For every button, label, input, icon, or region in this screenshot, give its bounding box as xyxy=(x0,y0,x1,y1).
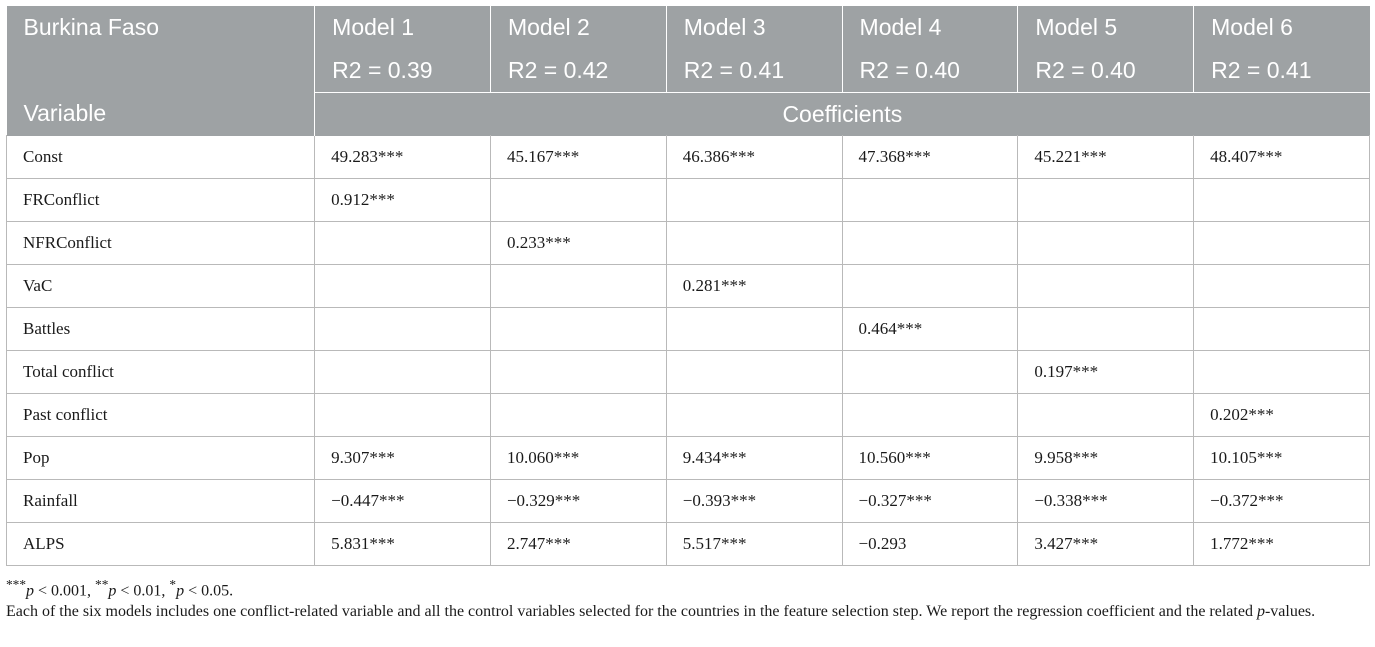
coefficient-cell xyxy=(490,265,666,308)
variable-name-cell: Rainfall xyxy=(7,480,315,523)
coefficient-cell: −0.338*** xyxy=(1018,480,1194,523)
coefficient-cell: 45.221*** xyxy=(1018,136,1194,179)
coefficient-cell xyxy=(1018,308,1194,351)
table-row xyxy=(7,265,1370,308)
coefficient-cell xyxy=(315,394,491,437)
header-blank-cell xyxy=(7,48,315,93)
coefficient-cell xyxy=(315,351,491,394)
variable-name-cell: ALPS xyxy=(7,523,315,566)
coefficient-cell: −0.393*** xyxy=(666,480,842,523)
table-row xyxy=(7,308,1370,351)
table-row xyxy=(7,179,1370,222)
coefficient-cell: 9.958*** xyxy=(1018,437,1194,480)
coefficient-cell: −0.447*** xyxy=(315,480,491,523)
coefficient-cell xyxy=(842,265,1018,308)
table-body xyxy=(7,136,1370,566)
coefficient-cell xyxy=(666,308,842,351)
description-text: Each of the six models includes one conflict-related variable and all the control variables selected for the countries in the feature selection step. We report the regression coefficient and the related xyxy=(6,603,1257,621)
coefficient-cell: 0.912*** xyxy=(315,179,491,222)
coefficient-cell: 47.368*** xyxy=(842,136,1018,179)
coefficient-cell xyxy=(490,308,666,351)
table-row xyxy=(7,480,1370,523)
coefficient-cell: 5.831*** xyxy=(315,523,491,566)
sig-threshold: < 0.05. xyxy=(184,582,234,600)
p-symbol: p xyxy=(176,582,185,600)
coefficient-cell: 10.060*** xyxy=(490,437,666,480)
coefficient-cell xyxy=(1194,222,1370,265)
coefficient-cell xyxy=(1018,265,1194,308)
significance-note xyxy=(6,574,1370,601)
table-row xyxy=(7,394,1370,437)
table-row xyxy=(7,136,1370,179)
variable-name-cell: NFRConflict xyxy=(7,222,315,265)
coefficient-cell xyxy=(1194,351,1370,394)
p-symbol: p xyxy=(108,582,117,600)
variable-name-cell: Past conflict xyxy=(7,394,315,437)
r2-heading: R2 = 0.40 xyxy=(842,48,1018,93)
regression-table xyxy=(6,6,1370,566)
coefficient-cell xyxy=(1018,394,1194,437)
variable-name-cell: VaC xyxy=(7,265,315,308)
coefficient-cell xyxy=(1194,179,1370,222)
coefficient-cell: 0.202*** xyxy=(1194,394,1370,437)
country-heading: Burkina Faso xyxy=(7,6,315,48)
sig-marker: *** xyxy=(6,577,26,592)
model-heading: Model 1 xyxy=(315,6,491,48)
coefficient-cell xyxy=(842,394,1018,437)
coefficient-cell: 0.233*** xyxy=(490,222,666,265)
table-row xyxy=(7,523,1370,566)
variable-name-cell: Pop xyxy=(7,437,315,480)
model-heading: Model 2 xyxy=(490,6,666,48)
sig-marker: * xyxy=(169,577,177,592)
coefficient-cell xyxy=(315,265,491,308)
sig-marker: ** xyxy=(95,577,109,592)
coefficient-cell xyxy=(666,351,842,394)
model-heading: Model 4 xyxy=(842,6,1018,48)
r2-heading: R2 = 0.41 xyxy=(666,48,842,93)
variable-name-cell: Battles xyxy=(7,308,315,351)
variable-name-cell: Const xyxy=(7,136,315,179)
table-notes xyxy=(6,574,1370,622)
coefficient-cell: 0.197*** xyxy=(1018,351,1194,394)
model-heading: Model 6 xyxy=(1194,6,1370,48)
variable-name-cell: FRConflict xyxy=(7,179,315,222)
p-symbol: p xyxy=(26,582,34,600)
p-symbol: p xyxy=(1256,603,1265,621)
table-row xyxy=(7,222,1370,265)
coefficient-cell: −0.372*** xyxy=(1194,480,1370,523)
r2-heading: R2 = 0.41 xyxy=(1194,48,1370,93)
coefficient-cell: 10.560*** xyxy=(842,437,1018,480)
sig-threshold: < 0.01, xyxy=(116,582,170,600)
coefficient-cell: 0.464*** xyxy=(842,308,1018,351)
coefficient-cell: 46.386*** xyxy=(666,136,842,179)
variable-name-cell: Total conflict xyxy=(7,351,315,394)
coefficient-cell xyxy=(1194,308,1370,351)
coefficient-cell: −0.329*** xyxy=(490,480,666,523)
coefficient-cell: 2.747*** xyxy=(490,523,666,566)
r2-heading: R2 = 0.42 xyxy=(490,48,666,93)
model-heading: Model 5 xyxy=(1018,6,1194,48)
coefficient-cell xyxy=(666,394,842,437)
r2-heading: R2 = 0.40 xyxy=(1018,48,1194,93)
coefficient-cell: 3.427*** xyxy=(1018,523,1194,566)
coefficient-cell xyxy=(842,179,1018,222)
coefficient-cell xyxy=(1018,179,1194,222)
coefficient-cell: 49.283*** xyxy=(315,136,491,179)
coefficient-cell xyxy=(490,394,666,437)
table-row xyxy=(7,437,1370,480)
coefficient-cell xyxy=(842,222,1018,265)
model-heading: Model 3 xyxy=(666,6,842,48)
coefficient-cell: 5.517*** xyxy=(666,523,842,566)
coefficient-cell xyxy=(315,308,491,351)
coefficient-cell xyxy=(842,351,1018,394)
coefficient-cell xyxy=(490,179,666,222)
coefficient-cell: 9.307*** xyxy=(315,437,491,480)
coefficient-cell xyxy=(315,222,491,265)
description-note xyxy=(6,601,1370,622)
coefficient-cell xyxy=(490,351,666,394)
coefficient-cell xyxy=(1018,222,1194,265)
table-row xyxy=(7,351,1370,394)
variable-heading: Variable xyxy=(7,93,315,136)
coefficient-cell: 9.434*** xyxy=(666,437,842,480)
coefficient-cell: 45.167*** xyxy=(490,136,666,179)
coefficient-cell xyxy=(1194,265,1370,308)
coefficient-cell: 1.772*** xyxy=(1194,523,1370,566)
r2-heading: R2 = 0.39 xyxy=(315,48,491,93)
coefficient-cell: −0.327*** xyxy=(842,480,1018,523)
coefficient-cell: 10.105*** xyxy=(1194,437,1370,480)
coefficient-cell xyxy=(666,179,842,222)
sig-threshold: < 0.001, xyxy=(34,582,96,600)
coefficient-cell: 48.407*** xyxy=(1194,136,1370,179)
coefficient-cell: −0.293 xyxy=(842,523,1018,566)
coefficient-cell xyxy=(666,222,842,265)
description-text: -values. xyxy=(1264,603,1316,621)
coefficients-heading: Coefficients xyxy=(315,93,1370,136)
table-header xyxy=(7,6,1370,136)
regression-table-container xyxy=(6,6,1370,622)
coefficient-cell: 0.281*** xyxy=(666,265,842,308)
